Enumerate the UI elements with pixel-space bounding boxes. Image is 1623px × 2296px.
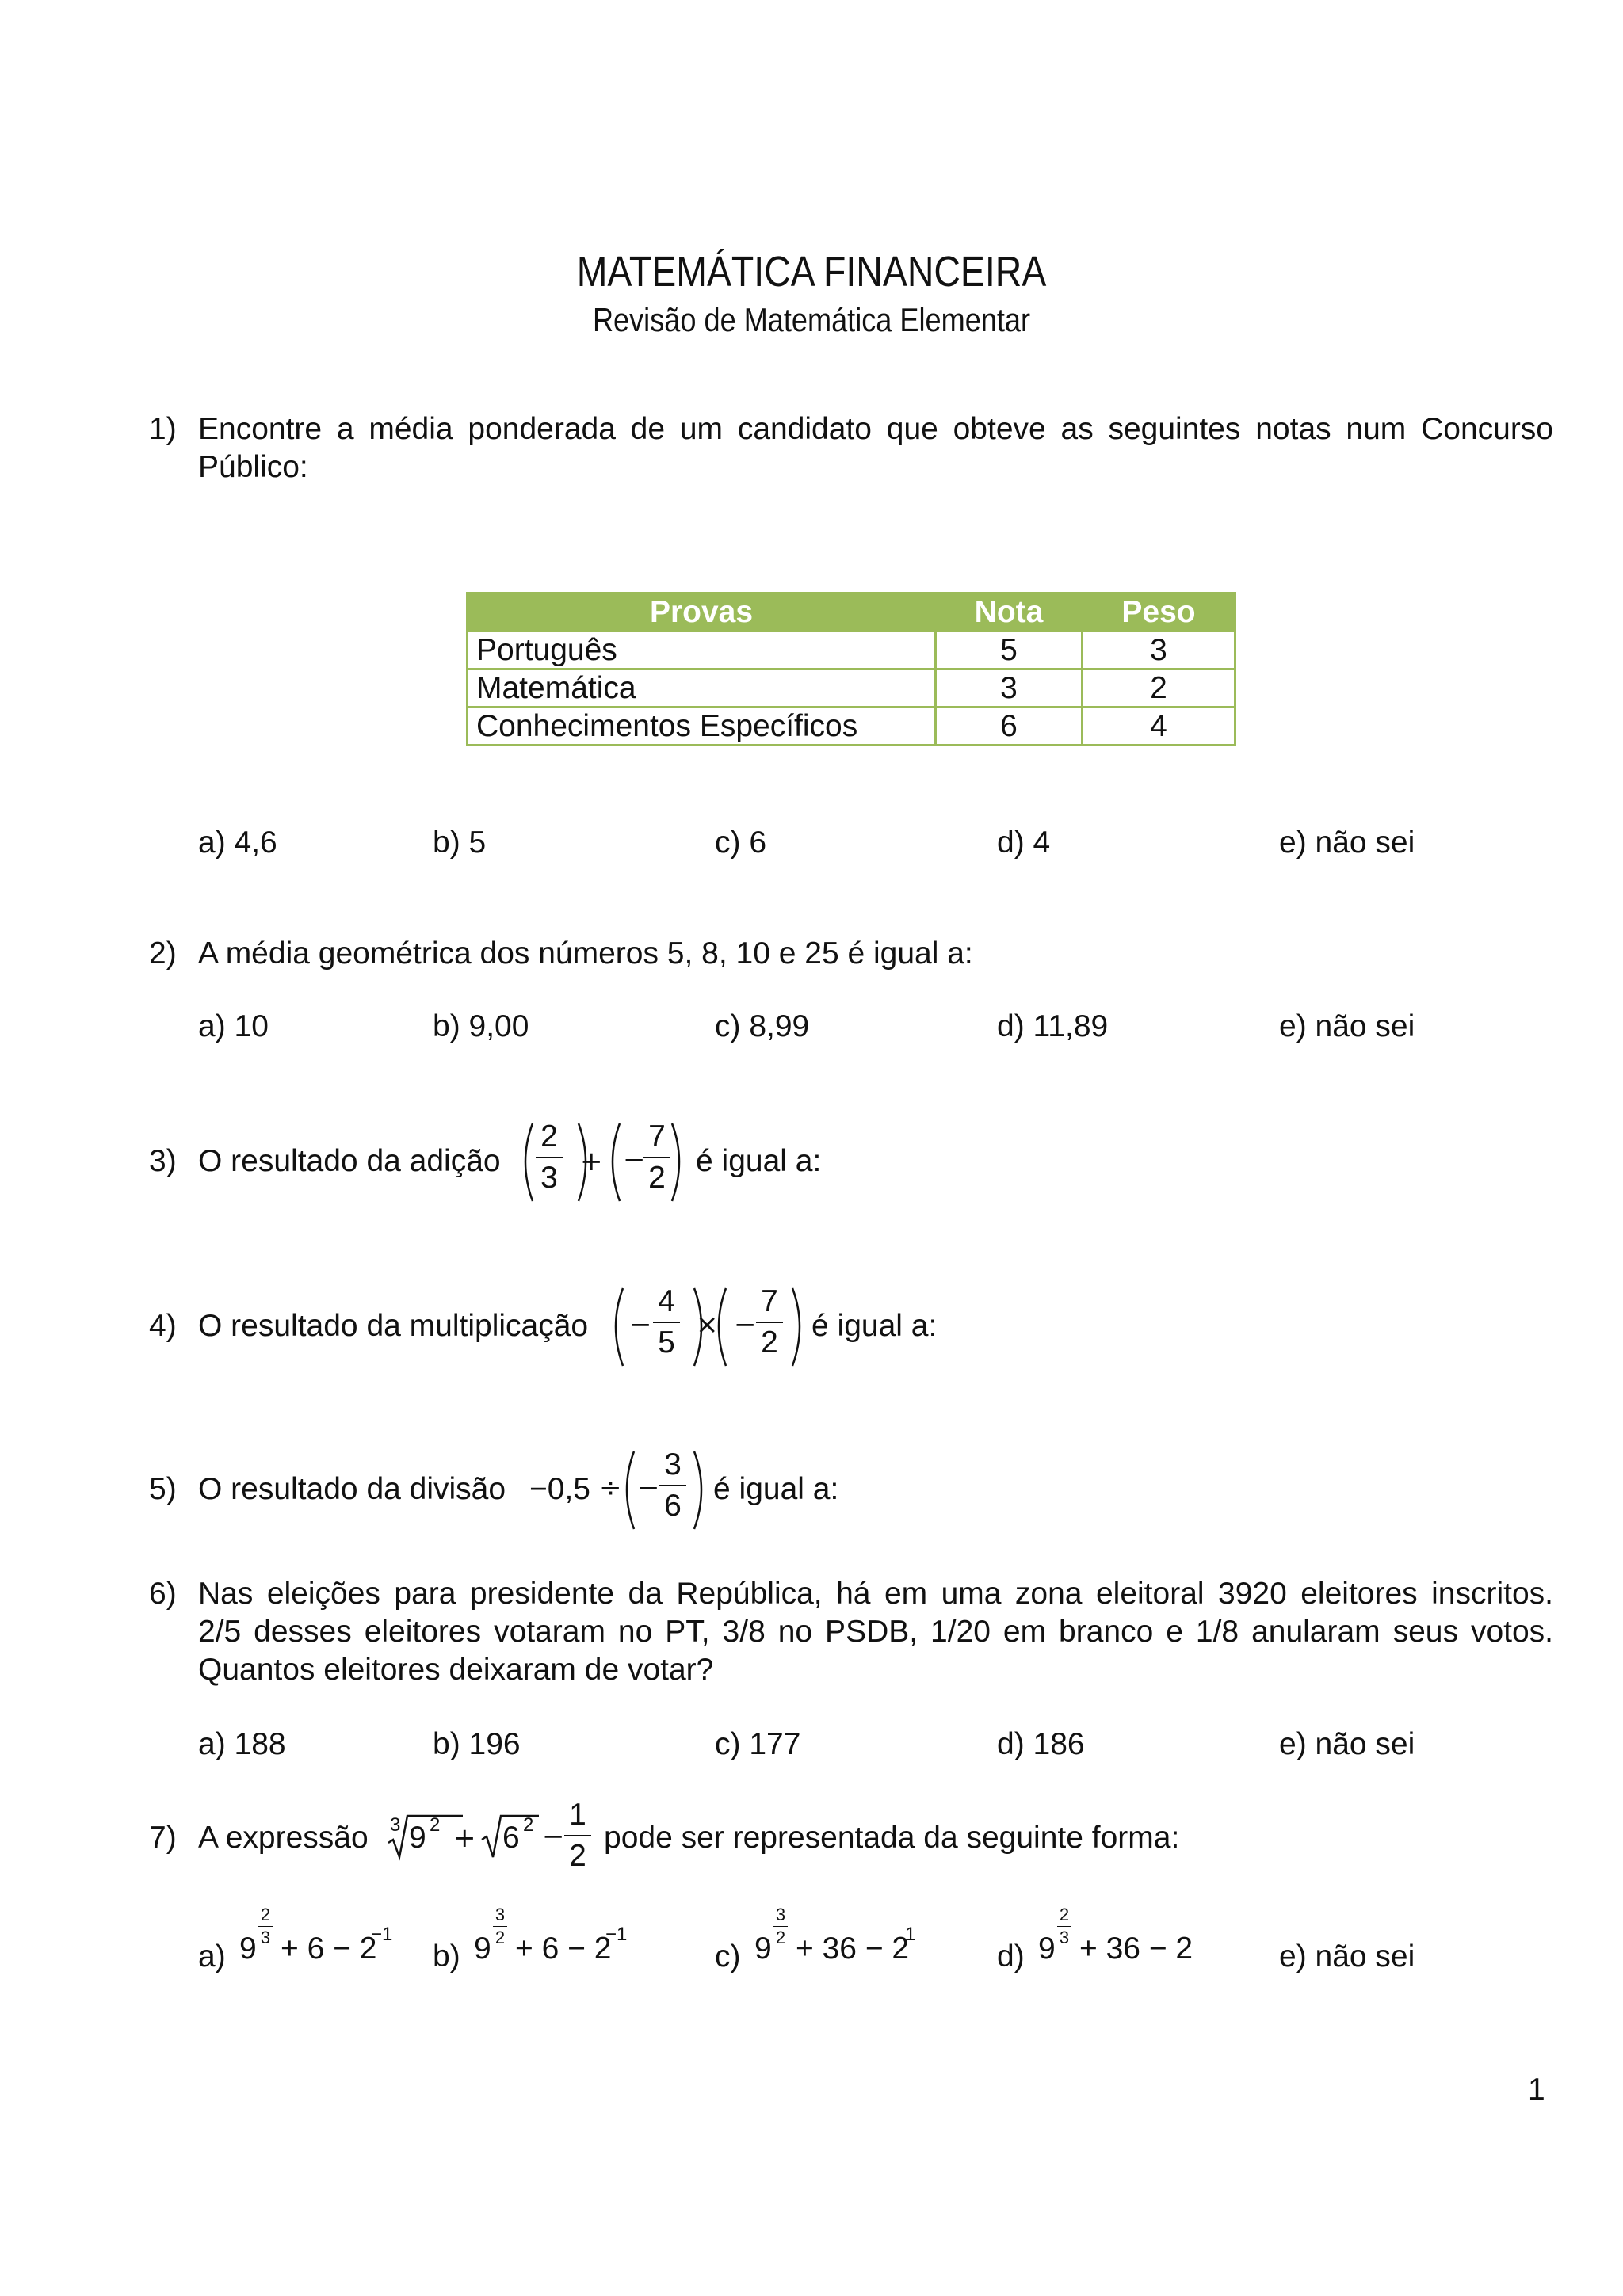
denominator: 5 — [658, 1325, 675, 1360]
answer-option: e) não sei — [1279, 1009, 1415, 1043]
table-cell: 4 — [1083, 707, 1235, 746]
denominator: 3 — [1059, 1928, 1070, 1947]
answer-option: d) 11,89 — [997, 1009, 1109, 1043]
fraction — [653, 1283, 680, 1361]
page-number: 1 — [1528, 2073, 1545, 2107]
fraction — [659, 1447, 686, 1524]
exponent: 1 — [905, 1924, 916, 1945]
denominator: 2 — [648, 1161, 666, 1195]
base-value: 9 — [409, 1821, 426, 1855]
answer-option: a) 4,6 — [198, 826, 277, 860]
table-cell: 5 — [936, 631, 1083, 669]
fraction — [536, 1119, 563, 1196]
base-value: 9 — [239, 1932, 257, 1966]
question-number: 6) — [149, 1577, 177, 1611]
question-suffix: é igual a: — [696, 1144, 822, 1178]
question-3-text: O resultado da adição — [198, 1144, 501, 1178]
question-suffix: é igual a: — [713, 1472, 839, 1506]
numerator: 3 — [775, 1905, 786, 1924]
numerator: 2 — [260, 1905, 271, 1924]
option-label: a) — [198, 1939, 226, 1974]
base-value: 9 — [474, 1932, 491, 1966]
grades-table — [466, 592, 1236, 746]
answer-option: b) 9,00 — [433, 1009, 529, 1043]
option-label: c) — [715, 1939, 741, 1974]
table-cell: Português — [468, 631, 936, 669]
numerator: 7 — [648, 1119, 666, 1154]
question-4-text: O resultado da multiplicação — [198, 1309, 589, 1343]
times-operator: × — [696, 1309, 719, 1341]
minus-sign: − — [623, 1144, 646, 1176]
numerator: 3 — [495, 1905, 506, 1924]
option-label: b) — [433, 1939, 460, 1974]
exponent-fraction — [1057, 1905, 1071, 1948]
plus-operator: + — [453, 1822, 476, 1854]
numerator: 2 — [540, 1119, 558, 1154]
answer-option: b) 196 — [433, 1727, 521, 1761]
base-value: 6 — [502, 1821, 520, 1855]
numerator: 7 — [761, 1284, 778, 1318]
question-text-line: Público: — [198, 450, 308, 484]
denominator: 3 — [260, 1928, 271, 1947]
table-cell: 6 — [936, 707, 1083, 746]
question-text-line: 2/5 desses eleitores votaram no PT, 3/8 no PSDB, 1/20 em branco e 1/8 anularam seus votos. — [198, 1615, 1553, 1649]
base-value: 9 — [754, 1932, 772, 1966]
question-5-text: O resultado da divisão — [198, 1472, 506, 1506]
table-cell: 3 — [936, 669, 1083, 707]
exponent: −1 — [371, 1924, 393, 1945]
question-2-text: A média geométrica dos números 5, 8, 10 e 25 é igual a: — [198, 936, 973, 971]
question-number: 5) — [149, 1472, 177, 1506]
expression-rest: + 6 − 2 — [281, 1932, 377, 1966]
table-row — [468, 669, 1235, 707]
fraction — [643, 1119, 670, 1196]
answer-option: e) não sei — [1279, 1727, 1415, 1761]
answer-option: c) 177 — [715, 1727, 801, 1761]
exponent: −1 — [605, 1924, 628, 1945]
question-6-text — [198, 1575, 1553, 1689]
page-title: MATEMÁTICA FINANCEIRA — [576, 248, 1047, 296]
denominator: 2 — [775, 1928, 786, 1947]
fraction — [756, 1283, 783, 1361]
answer-option: d) 4 — [997, 826, 1051, 860]
expression-rest: + 36 − 2 — [796, 1932, 910, 1966]
question-7-text: A expressão — [198, 1821, 369, 1855]
exponent: 2 — [430, 1814, 441, 1836]
numerator: 2 — [1059, 1905, 1070, 1924]
question-number: 4) — [149, 1309, 177, 1343]
answer-option: a) 10 — [198, 1009, 269, 1043]
table-row — [468, 707, 1235, 746]
answer-option: a) 188 — [198, 1727, 286, 1761]
numerator: 4 — [658, 1284, 675, 1318]
option-label: e) não sei — [1279, 1939, 1415, 1974]
base-value: 9 — [1038, 1932, 1056, 1966]
table-header-cell: Peso — [1083, 593, 1235, 631]
table-cell: 2 — [1083, 669, 1235, 707]
minus-sign: − — [542, 1821, 565, 1852]
denominator: 2 — [569, 1839, 586, 1873]
question-suffix: é igual a: — [812, 1309, 938, 1343]
question-number: 7) — [149, 1821, 177, 1855]
denominator: 3 — [540, 1161, 558, 1195]
exponent: 2 — [523, 1814, 534, 1836]
root-index: 3 — [390, 1814, 401, 1836]
fraction — [564, 1797, 591, 1875]
table-row — [468, 631, 1235, 669]
exponent-fraction — [773, 1905, 788, 1948]
table-header-cell: Nota — [936, 593, 1083, 631]
answer-option: b) 5 — [433, 826, 487, 860]
question-text-line: Quantos eleitores deixaram de votar? — [198, 1653, 714, 1687]
expression-rest: + 6 − 2 — [515, 1932, 612, 1966]
question-text-line: Nas eleições para presidente da República, há em uma zona eleitoral 3920 eleitores inscritos. — [198, 1577, 1553, 1611]
table-header-row — [468, 593, 1235, 631]
denominator: 2 — [761, 1325, 778, 1360]
minus-sign: − — [734, 1309, 757, 1341]
answer-option: c) 8,99 — [715, 1009, 810, 1043]
question-number: 1) — [149, 412, 177, 446]
exponent-fraction — [258, 1905, 273, 1948]
numerator: 1 — [569, 1798, 586, 1832]
question-number: 3) — [149, 1144, 177, 1178]
option-label: d) — [997, 1939, 1025, 1974]
answer-option: d) 186 — [997, 1727, 1085, 1761]
denominator: 2 — [495, 1928, 506, 1947]
dividend-value: −0,5 — [529, 1472, 590, 1506]
question-number: 2) — [149, 936, 177, 971]
exponent-fraction — [493, 1905, 507, 1948]
answer-option: e) não sei — [1279, 826, 1415, 860]
page-subtitle: Revisão de Matemática Elementar — [592, 301, 1031, 338]
plus-operator: + — [580, 1146, 603, 1177]
question-1-text — [198, 410, 1553, 486]
question-text-line: Encontre a média ponderada de um candidato que obteve as seguintes notas num Concurso — [198, 412, 1553, 446]
answer-option: c) 6 — [715, 826, 767, 860]
divide-operator: ÷ — [599, 1472, 622, 1504]
question-suffix: pode ser representada da seguinte forma: — [604, 1821, 1180, 1855]
denominator: 6 — [664, 1489, 682, 1523]
table-cell: Conhecimentos Específicos — [468, 707, 936, 746]
expression-rest: + 36 − 2 — [1079, 1932, 1193, 1966]
table-cell: Matemática — [468, 669, 936, 707]
table-header-cell: Provas — [468, 593, 936, 631]
table-cell: 3 — [1083, 631, 1235, 669]
minus-sign: − — [629, 1309, 652, 1341]
minus-sign: − — [637, 1472, 660, 1504]
numerator: 3 — [664, 1447, 682, 1482]
